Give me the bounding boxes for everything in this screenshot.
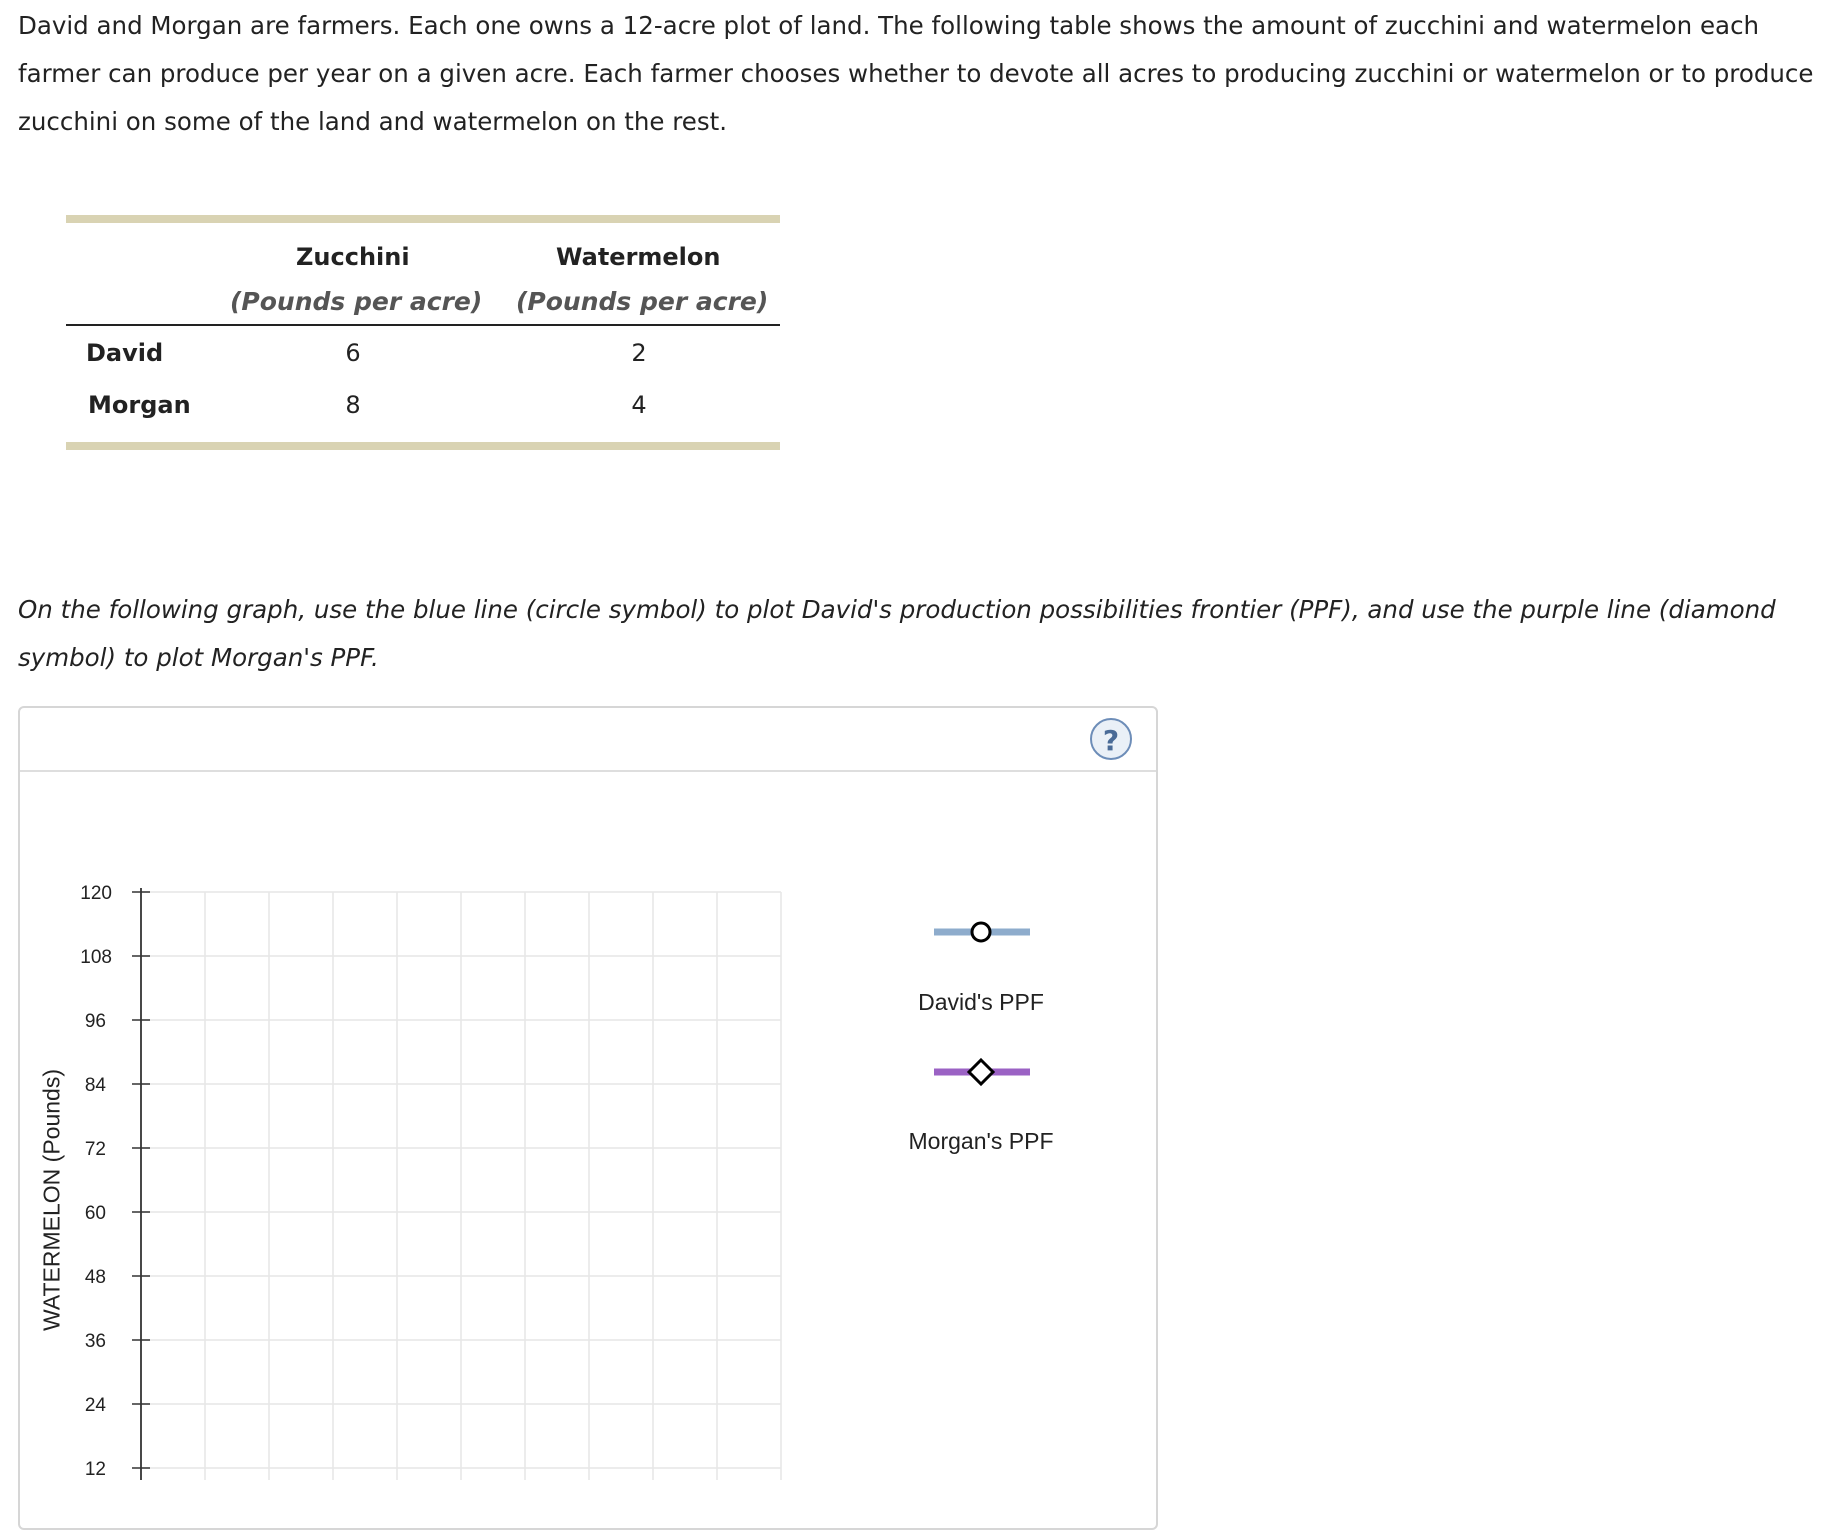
zucchini-unit: (Pounds per acre) xyxy=(230,287,483,316)
y-tick-label: 48 xyxy=(84,1267,106,1288)
intro-paragraph: David and Morgan are farmers. Each one owns a 12-acre plot of land. The following table shows the amount of zucchini and watermelon each farmer can produce per year on a given acre. Each farmer chooses whether to devote all acres to producing zucchini or watermelon or to produce zucchini on some of the land and watermelon on the rest. xyxy=(18,11,1814,136)
y-tick-label: 72 xyxy=(84,1139,106,1160)
morgan-zucchini: 8 xyxy=(345,391,361,419)
watermelon-unit: (Pounds per acre) xyxy=(516,287,769,316)
row-label-david: David xyxy=(86,339,164,367)
y-tick-label: 36 xyxy=(84,1331,106,1352)
legend-morgan-label: Morgan's PPF xyxy=(908,1128,1054,1154)
help-button[interactable]: ? xyxy=(1090,718,1132,760)
graph-toolbar xyxy=(20,708,1156,772)
zucchini-header: Zucchini xyxy=(296,243,410,271)
graph-panel xyxy=(18,706,1158,1530)
morgan-watermelon: 4 xyxy=(631,391,647,419)
legend-david-label: David's PPF xyxy=(918,989,1044,1015)
watermelon-header: Watermelon xyxy=(556,243,721,271)
y-axis-title: WATERMELON (Pounds) xyxy=(38,1069,65,1331)
table-bottom-border xyxy=(66,442,780,450)
table-top-border xyxy=(66,215,780,223)
y-tick-label: 12 xyxy=(84,1459,106,1480)
graph-instruction: On the following graph, use the blue line (circle symbol) to plot David's production possibilities frontier (PPF), and use the purple line (diamond symbol) to plot Morgan's PPF. xyxy=(18,595,1776,672)
y-tick-label: 24 xyxy=(84,1395,106,1416)
y-tick-label: 84 xyxy=(84,1075,106,1096)
y-tick-label: 96 xyxy=(84,1011,106,1032)
y-tick-label: 120 xyxy=(80,883,112,904)
row-label-morgan: Morgan xyxy=(88,391,191,419)
production-table xyxy=(66,215,780,450)
header-rule xyxy=(66,324,780,326)
david-watermelon: 2 xyxy=(631,339,647,367)
david-zucchini: 6 xyxy=(345,339,361,367)
y-tick-label: 108 xyxy=(80,947,112,968)
y-tick-label: 60 xyxy=(84,1203,106,1224)
